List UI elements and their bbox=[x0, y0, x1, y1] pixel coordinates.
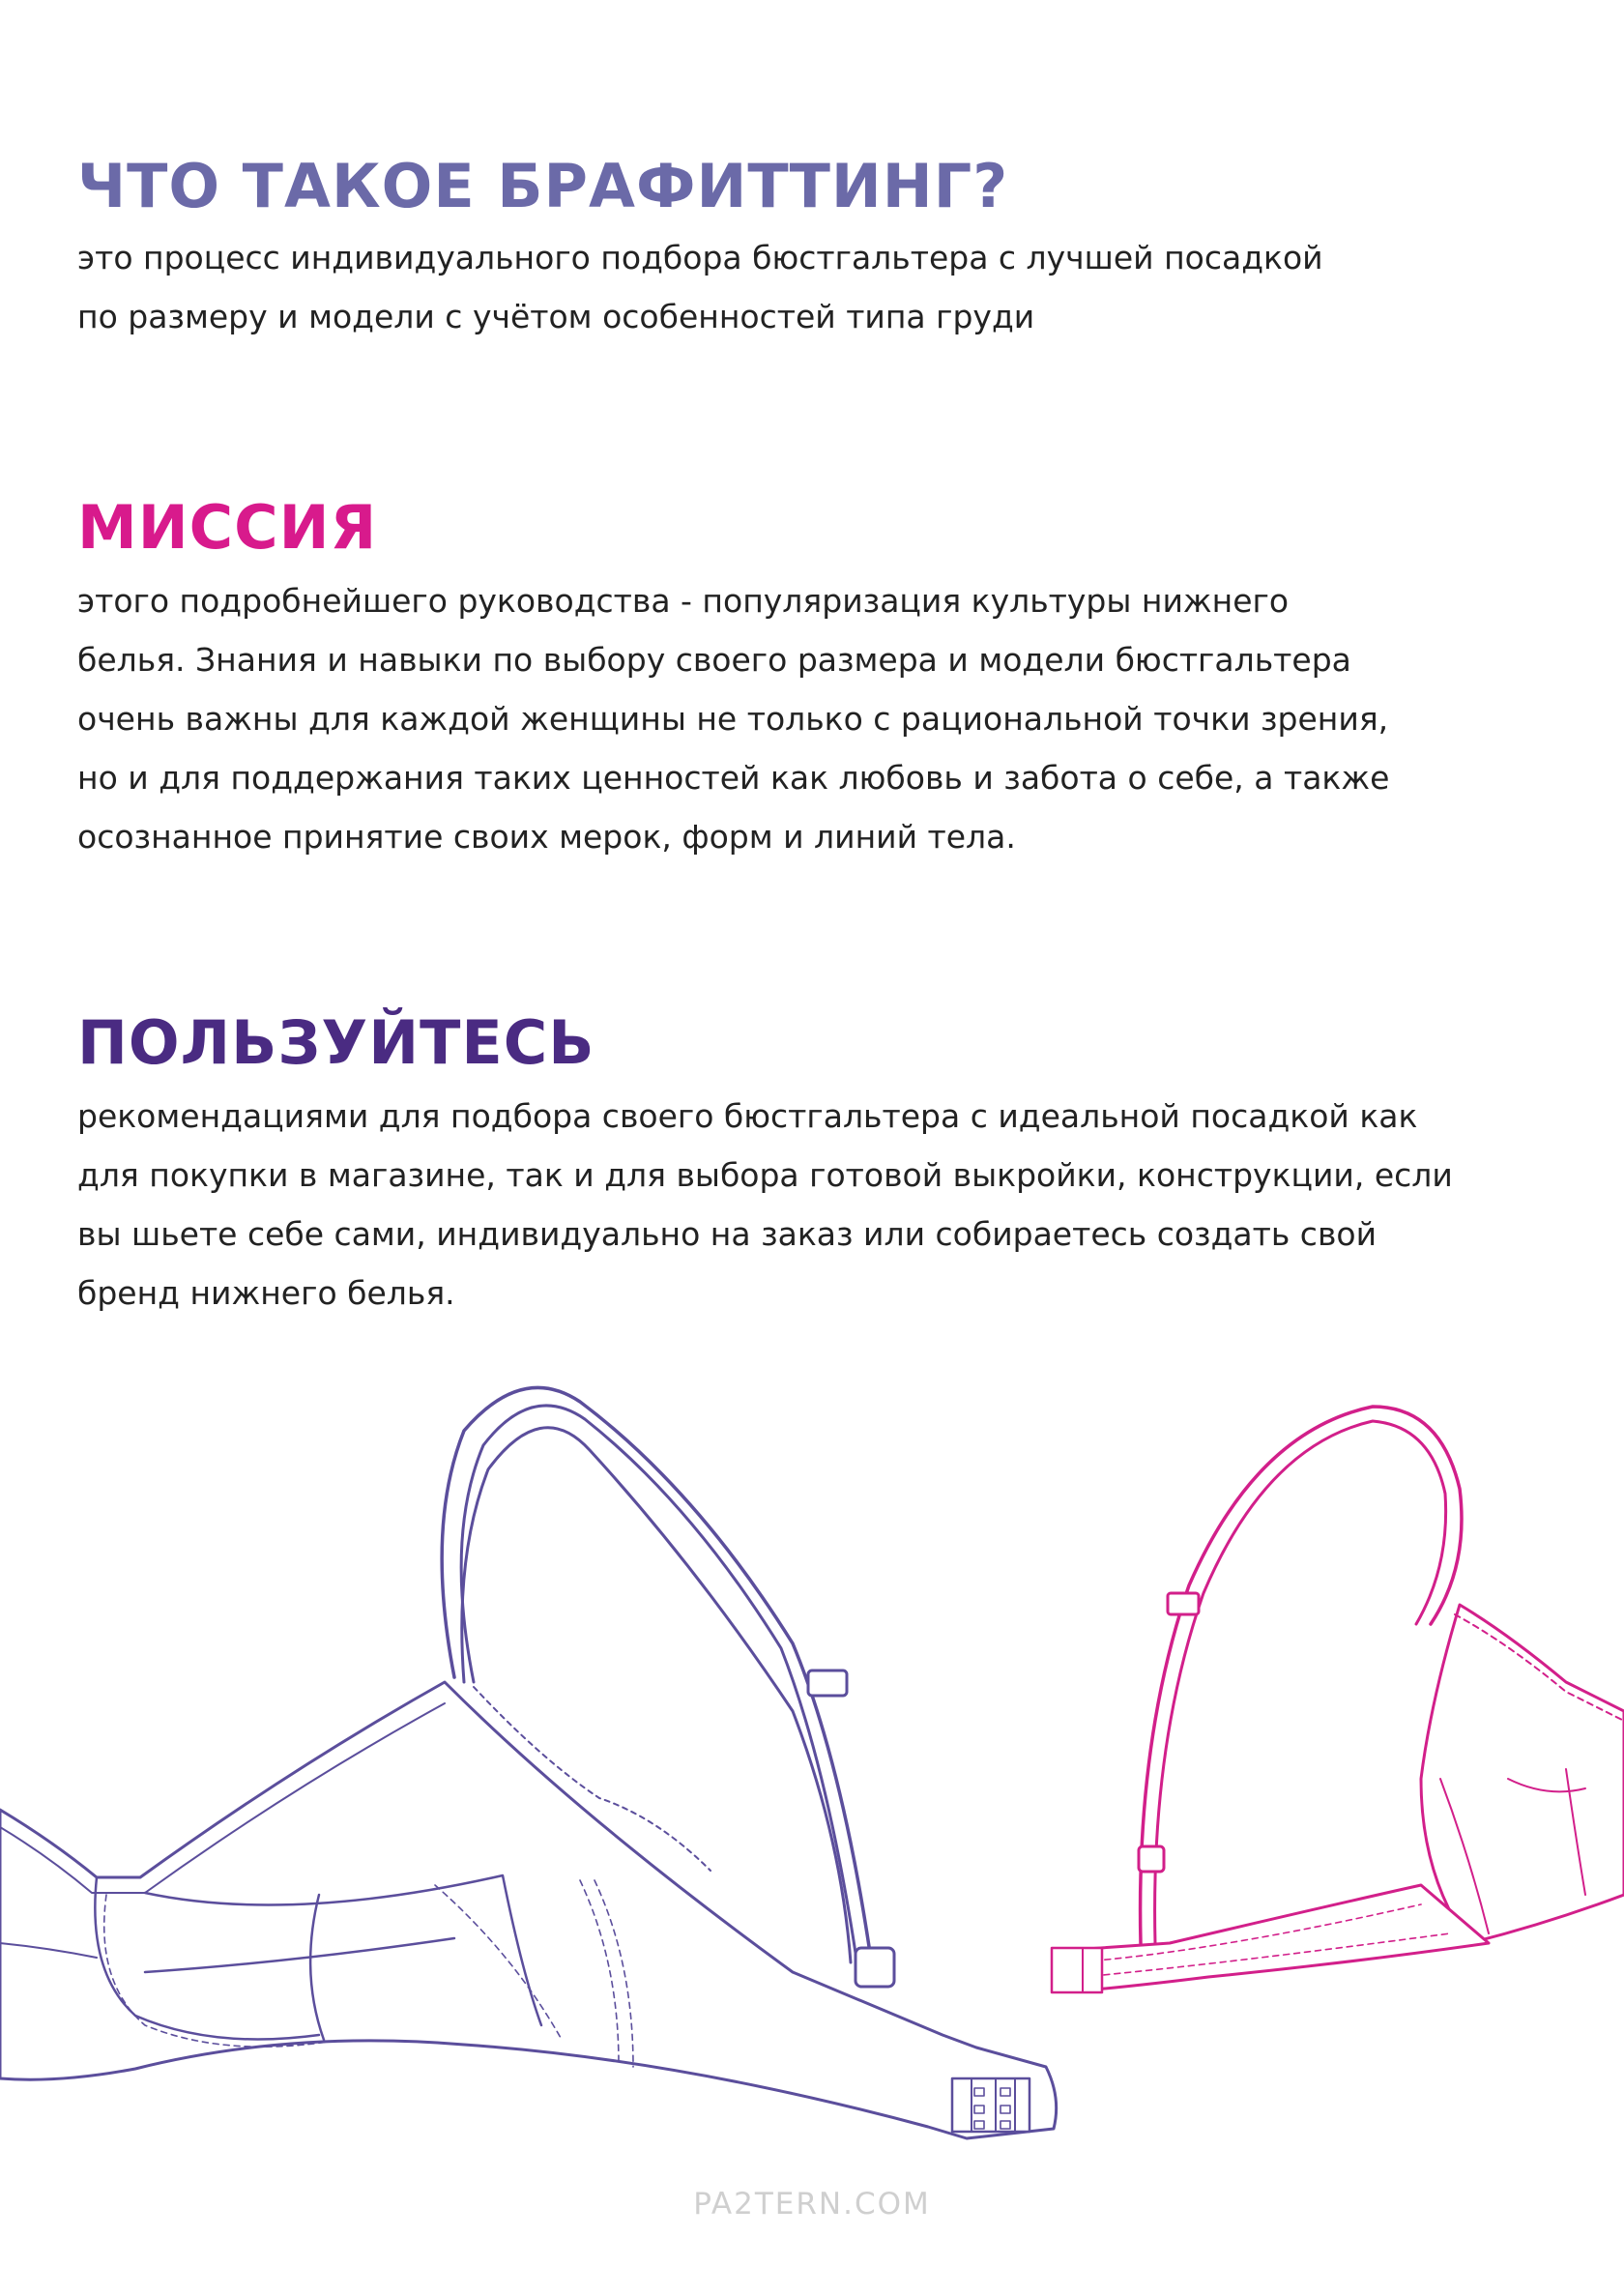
section-use bbox=[77, 1007, 1585, 1322]
paragraph-line: белья. Знания и навыки по выбору своего размера и модели бюстгальтера bbox=[77, 641, 1351, 679]
paragraph-line: этого подробнейшего руководства - популяризация культуры нижнего bbox=[77, 582, 1290, 620]
paragraph-line: но и для поддержания таких ценностей как любовь и забота о себе, а также bbox=[77, 759, 1390, 797]
paragraph-line: для покупки в магазине, так и для выбора готовой выкройки, конструкции, если bbox=[77, 1156, 1453, 1194]
paragraph-mission bbox=[77, 571, 1585, 866]
paragraph-line: это процесс индивидуального подбора бюстгальтера с лучшей посадкой bbox=[77, 239, 1323, 276]
section-brafitting bbox=[77, 151, 1585, 346]
heading-mission: МИССИЯ bbox=[77, 492, 378, 563]
paragraph-brafitting bbox=[77, 228, 1585, 346]
paragraph-line: бренд нижнего белья. bbox=[77, 1274, 455, 1312]
section-mission bbox=[77, 492, 1585, 866]
purple-bra-drawing bbox=[0, 1387, 1057, 2138]
paragraph-line: вы шьете себе сами, индивидуально на заказ или собираетесь создать свой bbox=[77, 1215, 1378, 1253]
paragraph-line: осознанное принятие своих мерок, форм и линий тела. bbox=[77, 818, 1016, 856]
bra-illustrations bbox=[0, 1353, 1624, 2295]
paragraph-use bbox=[77, 1087, 1585, 1322]
footer-brand: PA2TERN.COM bbox=[693, 2187, 931, 2222]
heading-brafitting: ЧТО ТАКОЕ БРАФИТТИНГ? bbox=[77, 151, 1009, 221]
magenta-bra-drawing bbox=[1052, 1407, 1624, 1992]
paragraph-line: очень важны для каждой женщины не только с рациональной точки зрения, bbox=[77, 700, 1389, 738]
paragraph-line: по размеру и модели с учётом особенностей типа груди bbox=[77, 298, 1035, 335]
heading-use: ПОЛЬЗУЙТЕСЬ bbox=[77, 1007, 595, 1078]
paragraph-line: рекомендациями для подбора своего бюстгальтера с идеальной посадкой как bbox=[77, 1097, 1418, 1135]
